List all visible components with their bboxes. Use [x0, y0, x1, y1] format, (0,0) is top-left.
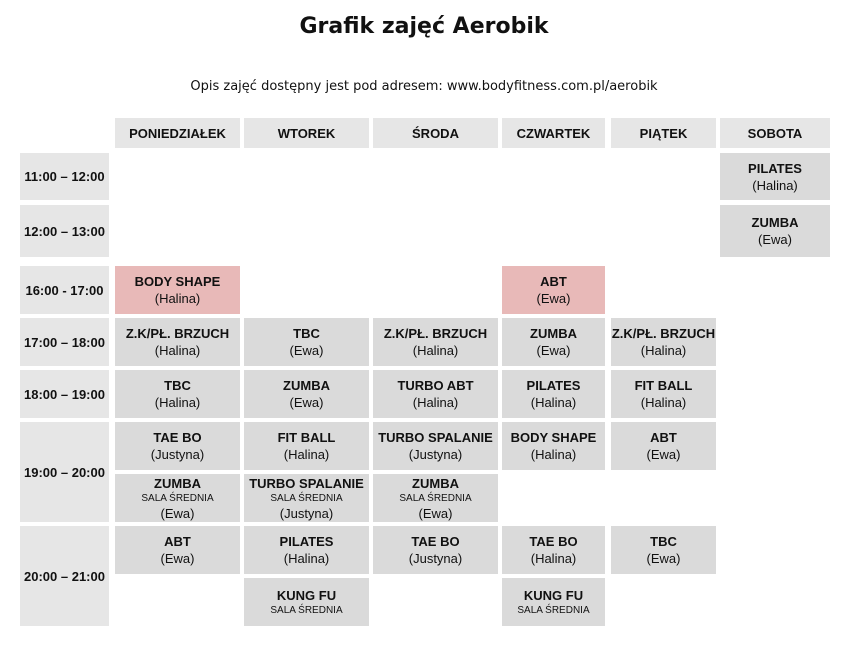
class-cell[interactable]: [244, 422, 369, 470]
class-room: SALA ŚREDNIA: [270, 492, 343, 504]
day-header: CZWARTEK: [502, 118, 605, 148]
class-instructor: (Halina): [283, 551, 330, 566]
class-cell[interactable]: [502, 318, 605, 366]
class-instructor: (Ewa): [160, 505, 195, 521]
class-name: BODY SHAPE: [134, 274, 221, 289]
time-slot-label: 17:00 – 18:00: [20, 318, 109, 366]
class-name: TAE BO: [529, 534, 578, 549]
class-name: FIT BALL: [634, 378, 693, 393]
class-cell[interactable]: [502, 526, 605, 574]
class-name: ZUMBA: [751, 215, 799, 230]
class-name: ABT: [164, 534, 191, 549]
class-instructor: (Halina): [154, 343, 201, 358]
class-name: PILATES: [526, 378, 581, 393]
class-cell[interactable]: [502, 266, 605, 314]
time-slot-label: 16:00 - 17:00: [20, 266, 109, 314]
class-cell[interactable]: [244, 474, 369, 522]
day-header: WTOREK: [244, 118, 369, 148]
class-instructor: (Halina): [752, 177, 798, 193]
class-room: SALA ŚREDNIA: [399, 492, 472, 504]
class-instructor: (Halina): [640, 343, 687, 358]
class-cell[interactable]: [244, 578, 369, 626]
class-cell[interactable]: [373, 526, 498, 574]
time-slot-label: 20:00 – 21:00: [20, 526, 109, 626]
class-name: TURBO ABT: [397, 378, 474, 393]
class-cell[interactable]: [502, 370, 605, 418]
class-name: TBC: [293, 326, 320, 341]
class-cell[interactable]: [244, 318, 369, 366]
class-cell[interactable]: [115, 370, 240, 418]
class-instructor: (Halina): [640, 395, 687, 410]
class-name: PILATES: [748, 160, 802, 176]
class-name: KUNG FU: [523, 588, 584, 603]
time-slot-label: 12:00 – 13:00: [20, 205, 109, 257]
class-name: ZUMBA: [154, 475, 201, 491]
class-name: ZUMBA: [530, 326, 577, 341]
class-instructor: (Ewa): [646, 447, 681, 462]
class-name: Z.K/PŁ. BRZUCH: [125, 326, 230, 341]
class-cell[interactable]: [611, 318, 716, 366]
class-room: SALA ŚREDNIA: [270, 605, 343, 616]
class-cell[interactable]: [502, 578, 605, 626]
class-instructor: (Halina): [412, 395, 459, 410]
class-instructor: (Halina): [530, 395, 577, 410]
class-name: Z.K/PŁ. BRZUCH: [383, 326, 488, 341]
class-room: SALA ŚREDNIA: [141, 492, 214, 504]
day-header: PIĄTEK: [611, 118, 716, 148]
class-name: ABT: [650, 430, 677, 445]
class-instructor: (Ewa): [160, 551, 195, 566]
class-cell[interactable]: [115, 318, 240, 366]
class-instructor: (Halina): [530, 551, 577, 566]
class-instructor: (Halina): [412, 343, 459, 358]
class-cell[interactable]: [373, 318, 498, 366]
class-cell[interactable]: [115, 422, 240, 470]
class-name: TAE BO: [153, 430, 202, 445]
class-instructor: (Ewa): [289, 343, 324, 358]
class-cell[interactable]: [720, 153, 830, 200]
class-name: TURBO SPALANIE: [378, 430, 493, 445]
class-name: ZUMBA: [283, 378, 330, 393]
class-instructor: (Justyna): [150, 447, 205, 462]
class-cell[interactable]: [244, 370, 369, 418]
class-cell[interactable]: [720, 205, 830, 257]
class-cell[interactable]: [611, 526, 716, 574]
class-instructor: (Halina): [530, 447, 577, 462]
class-cell[interactable]: [115, 474, 240, 522]
class-cell[interactable]: [373, 422, 498, 470]
time-slot-label: 19:00 – 20:00: [20, 422, 109, 522]
class-name: ZUMBA: [412, 475, 459, 491]
class-instructor: (Ewa): [536, 291, 571, 306]
class-cell[interactable]: [611, 370, 716, 418]
class-cell[interactable]: [244, 526, 369, 574]
class-name: TBC: [164, 378, 191, 393]
class-name: KUNG FU: [276, 588, 337, 603]
class-instructor: (Ewa): [289, 395, 324, 410]
class-instructor: (Justyna): [408, 447, 463, 462]
class-name: TAE BO: [411, 534, 460, 549]
class-name: PILATES: [279, 534, 334, 549]
time-slot-label: 18:00 – 19:00: [20, 370, 109, 418]
class-instructor: (Ewa): [536, 343, 571, 358]
class-cell[interactable]: [373, 474, 498, 522]
class-name: Z.K/PŁ. BRZUCH: [611, 326, 716, 341]
class-instructor: (Halina): [283, 447, 330, 462]
class-instructor: (Justyna): [408, 551, 463, 566]
time-slot-label: 11:00 – 12:00: [20, 153, 109, 200]
class-instructor: (Halina): [154, 291, 201, 306]
class-cell[interactable]: [115, 266, 240, 314]
class-instructor: (Justyna): [279, 505, 334, 521]
class-room: SALA ŚREDNIA: [517, 605, 590, 616]
class-instructor: (Halina): [154, 395, 201, 410]
class-cell[interactable]: [373, 370, 498, 418]
day-header: PONIEDZIAŁEK: [115, 118, 240, 148]
class-name: TBC: [650, 534, 677, 549]
class-instructor: (Ewa): [418, 505, 453, 521]
class-name: ABT: [540, 274, 567, 289]
class-cell[interactable]: [502, 422, 605, 470]
day-header: ŚRODA: [373, 118, 498, 148]
page-subtitle: Opis zajęć dostępny jest pod adresem: www.bodyfitness.com.pl/aerobik: [190, 79, 658, 94]
class-cell[interactable]: [115, 526, 240, 574]
class-name: FIT BALL: [277, 430, 336, 445]
class-instructor: (Ewa): [646, 551, 681, 566]
class-name: BODY SHAPE: [510, 430, 597, 445]
day-header: SOBOTA: [720, 118, 830, 148]
page-title: Grafik zajęć Aerobik: [299, 14, 549, 39]
class-instructor: (Ewa): [758, 232, 792, 247]
class-name: TURBO SPALANIE: [249, 475, 364, 491]
class-cell[interactable]: [611, 422, 716, 470]
